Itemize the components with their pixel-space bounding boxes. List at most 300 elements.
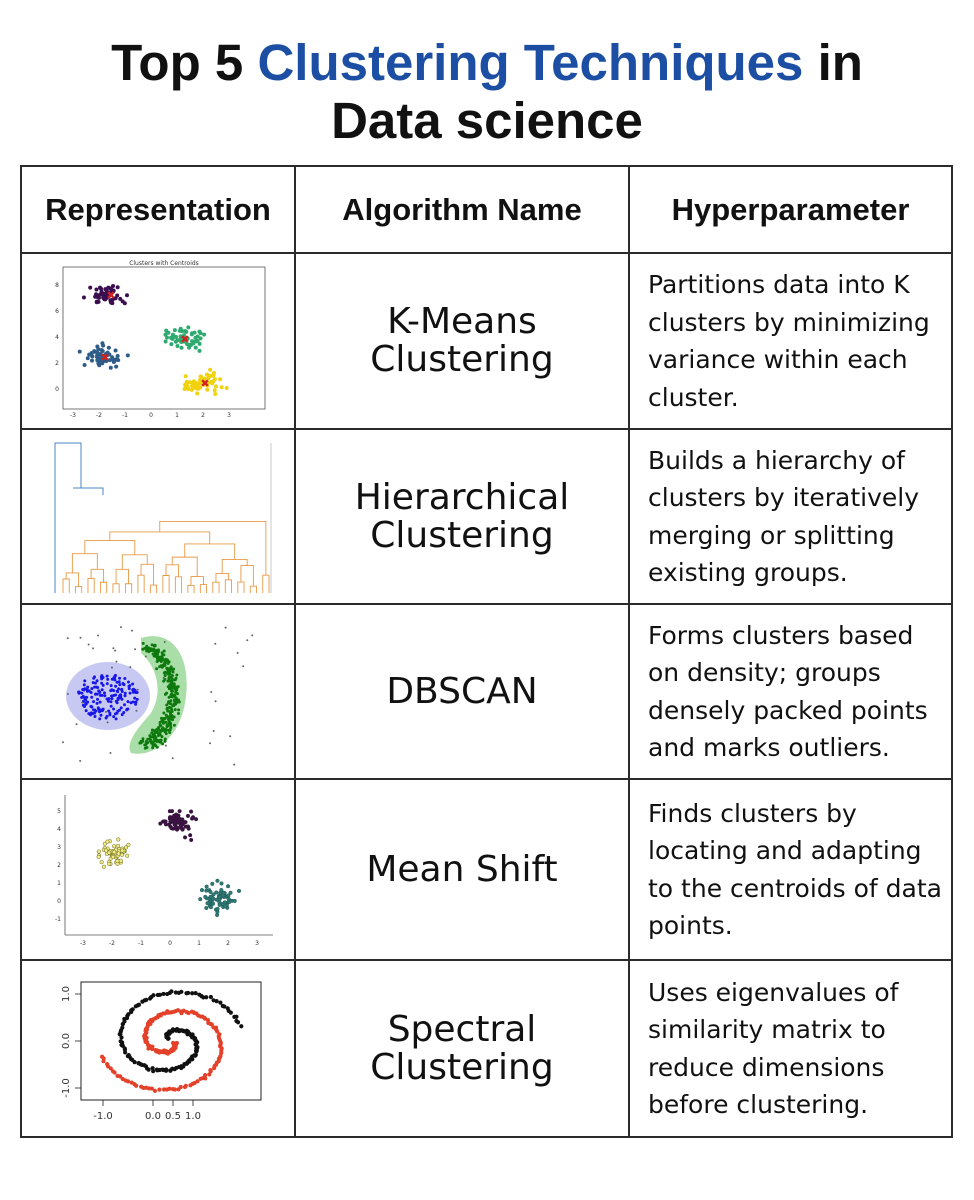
dendrogram-plot — [33, 433, 283, 601]
scatter-point — [109, 366, 113, 370]
outlier-point — [62, 741, 64, 743]
scatter-point — [149, 738, 152, 741]
outlier-point — [120, 626, 122, 628]
outlier-point — [237, 651, 239, 653]
y-tick-label: 2 — [55, 360, 59, 367]
scatter-point — [92, 700, 95, 703]
dendrogram-link — [138, 575, 144, 593]
y-tick-label: 6 — [55, 308, 59, 315]
scatter-point — [107, 699, 110, 702]
scatter-point — [116, 701, 119, 704]
scatter-point — [117, 851, 121, 855]
scatter-point — [154, 729, 157, 732]
scatter-point — [83, 679, 86, 682]
outlier-point — [97, 634, 99, 636]
scatter-point — [119, 858, 123, 862]
scatter-point — [85, 702, 88, 705]
scatter-point — [126, 353, 130, 357]
outlier-point — [233, 763, 235, 765]
scatter-point — [176, 692, 179, 695]
scatter-point — [129, 691, 132, 694]
scatter-point — [118, 683, 121, 686]
x-tick-label: -3 — [80, 939, 86, 947]
scatter-point — [116, 837, 120, 841]
table-row — [21, 429, 952, 604]
description-dbscan: Forms clusters based on density; groups densely packed points and marks outliers. — [629, 604, 952, 779]
scatter-point — [209, 890, 213, 894]
spiral-point — [207, 1072, 211, 1076]
scatter-point — [100, 860, 104, 864]
dendrogram-link — [141, 564, 153, 585]
dbscan-plot — [33, 608, 283, 776]
scatter-point — [184, 384, 188, 388]
header-row — [21, 166, 952, 253]
scatter-point — [202, 333, 206, 337]
scatter-point — [215, 913, 219, 917]
spiral-point — [157, 1087, 161, 1091]
scatter-point — [169, 695, 172, 698]
y-tick-label: -1.0 — [61, 1077, 72, 1098]
scatter-point — [156, 651, 159, 654]
scatter-point — [211, 896, 215, 900]
dendrogram-link — [125, 583, 131, 592]
spiral-point — [130, 1080, 134, 1084]
scatter-point — [116, 285, 120, 289]
scatter-point — [147, 650, 150, 653]
scatter-point — [112, 360, 116, 364]
dendrogram-link — [216, 573, 228, 582]
scatter-point — [161, 819, 165, 823]
scatter-point — [161, 742, 164, 745]
y-tick-label: 1 — [57, 879, 61, 887]
spiral-point — [139, 1084, 143, 1088]
scatter-point — [86, 689, 89, 692]
scatter-point — [220, 385, 224, 389]
dendrogram-link — [122, 554, 147, 568]
scatter-point — [83, 683, 86, 686]
scatter-point — [225, 386, 229, 390]
scatter-point — [89, 713, 92, 716]
spiral-point — [186, 990, 190, 994]
scatter-point — [150, 731, 153, 734]
x-tick-label: 3 — [227, 412, 231, 419]
scatter-point — [214, 384, 218, 388]
scatter-point — [133, 696, 136, 699]
scatter-point — [144, 746, 147, 749]
scatter-point — [131, 682, 134, 685]
spiral-point — [115, 1073, 119, 1077]
scatter-point — [112, 850, 116, 854]
scatter-point — [194, 384, 198, 388]
dendrogram-link — [241, 565, 253, 586]
scatter-point — [107, 697, 110, 700]
dendrogram-link — [88, 578, 94, 593]
spiral-point — [127, 1053, 131, 1057]
scatter-point — [165, 713, 168, 716]
scatter-point — [205, 884, 209, 888]
scatter-point — [227, 897, 231, 901]
scatter-point — [126, 700, 129, 703]
scatter-point — [151, 735, 154, 738]
scatter-point — [165, 703, 168, 706]
outlier-point — [67, 637, 69, 639]
scatter-point — [85, 709, 88, 712]
scatter-point — [161, 653, 164, 656]
page-title — [0, 34, 974, 150]
scatter-point — [171, 674, 174, 677]
spiral-point — [155, 1067, 159, 1071]
scatter-point — [168, 687, 171, 690]
scatter-point — [80, 696, 83, 699]
scatter-point — [90, 359, 94, 363]
scatter-point — [104, 848, 108, 852]
scatter-point — [214, 890, 218, 894]
scatter-point — [90, 705, 93, 708]
y-tick-label: 0 — [57, 897, 61, 905]
scatter-point — [100, 677, 103, 680]
scatter-point — [223, 904, 227, 908]
scatter-point — [121, 848, 125, 852]
scatter-point — [102, 864, 106, 868]
scatter-point — [211, 374, 215, 378]
dendrogram-link — [222, 559, 247, 573]
scatter-point — [170, 681, 173, 684]
scatter-point — [132, 687, 135, 690]
scatter-point — [171, 668, 174, 671]
outlier-point — [105, 710, 107, 712]
spiral-point — [239, 1024, 243, 1028]
dendrogram-link — [150, 585, 156, 593]
scatter-point — [118, 708, 121, 711]
scatter-point — [171, 686, 174, 689]
scatter-point — [101, 688, 104, 691]
spiral-point — [158, 992, 162, 996]
scatter-point — [142, 641, 145, 644]
scatter-point — [164, 329, 168, 333]
dendrogram-link — [200, 584, 206, 592]
table-row — [21, 779, 952, 960]
scatter-point — [111, 855, 115, 859]
scatter-point — [213, 392, 217, 396]
scatter-point — [164, 716, 167, 719]
scatter-point — [171, 718, 174, 721]
scatter-point — [127, 680, 130, 683]
scatter-point — [93, 685, 96, 688]
scatter-point — [98, 717, 101, 720]
scatter-point — [123, 676, 126, 679]
scatter-point — [159, 724, 162, 727]
dendrogram-link — [63, 578, 69, 592]
x-tick-label: -3 — [70, 412, 76, 419]
algorithm-name-spectral: Spectral Clustering — [295, 960, 629, 1137]
dendrogram-link — [213, 582, 219, 593]
scatter-point — [205, 888, 209, 892]
y-tick-label: 0 — [55, 386, 59, 393]
scatter-point — [153, 649, 156, 652]
scatter-point — [84, 697, 87, 700]
kmeans-scatter-plot — [33, 257, 283, 425]
meanshift-plot-cell — [21, 779, 295, 960]
scatter-point — [123, 703, 126, 706]
x-tick-label: 2 — [226, 939, 230, 947]
scatter-point — [161, 664, 164, 667]
scatter-point — [128, 687, 131, 690]
x-tick-label: 3 — [255, 939, 259, 947]
scatter-point — [213, 388, 217, 392]
outlier-point — [137, 688, 139, 690]
scatter-point — [125, 853, 129, 857]
y-tick-label: 3 — [57, 843, 61, 851]
table-row — [21, 604, 952, 779]
scatter-point — [158, 656, 161, 659]
scatter-point — [169, 342, 173, 346]
x-tick-label: 2 — [201, 412, 205, 419]
scatter-point — [141, 737, 144, 740]
spiral-point — [188, 1083, 192, 1087]
scatter-point — [103, 691, 106, 694]
scatter-point — [116, 859, 120, 863]
scatter-point — [177, 711, 180, 714]
description-kmeans: Partitions data into K clusters by minimizing variance within each cluster. — [629, 253, 952, 429]
spiral-point — [137, 1002, 141, 1006]
scatter-point — [97, 854, 101, 858]
scatter-point — [190, 388, 194, 392]
header-representation: Representation — [21, 166, 295, 253]
outlier-point — [210, 691, 212, 693]
outlier-point — [107, 721, 109, 723]
outlier-point — [251, 634, 253, 636]
dendrogram-link — [238, 582, 244, 593]
scatter-point — [114, 673, 117, 676]
scatter-point — [175, 676, 178, 679]
spiral-point — [212, 1065, 216, 1069]
scatter-point — [208, 368, 212, 372]
scatter-point — [177, 816, 181, 820]
scatter-point — [83, 363, 87, 367]
scatter-point — [174, 708, 177, 711]
scatter-point — [175, 673, 178, 676]
scatter-point — [181, 822, 185, 826]
scatter-point — [173, 822, 177, 826]
dbscan-plot-cell — [21, 604, 295, 779]
x-tick-label: -1 — [122, 412, 128, 419]
spectral-spiral-plot — [33, 964, 283, 1134]
scatter-point — [146, 646, 149, 649]
scatter-point — [126, 707, 129, 710]
scatter-point — [205, 373, 209, 377]
scatter-point — [161, 727, 164, 730]
scatter-point — [110, 704, 113, 707]
scatter-point — [122, 683, 125, 686]
scatter-point — [177, 708, 180, 711]
scatter-point — [80, 691, 83, 694]
outlier-point — [164, 640, 166, 642]
scatter-point — [110, 684, 113, 687]
scatter-point — [97, 296, 101, 300]
outlier-point — [172, 757, 174, 759]
outlier-point — [225, 626, 227, 628]
scatter-point — [163, 649, 166, 652]
y-tick-label: 0.0 — [61, 1032, 72, 1049]
scatter-point — [190, 339, 194, 343]
scatter-point — [134, 702, 137, 705]
outlier-point — [109, 751, 111, 753]
scatter-point — [169, 714, 172, 717]
x-tick-label: 0.5 — [165, 1110, 181, 1122]
scatter-point — [102, 683, 105, 686]
outlier-point — [213, 730, 215, 732]
scatter-point — [106, 674, 109, 677]
scatter-point — [163, 670, 166, 673]
scatter-point — [94, 709, 97, 712]
scatter-point — [106, 677, 109, 680]
scatter-point — [167, 717, 170, 720]
scatter-point — [148, 734, 151, 737]
scatter-point — [120, 687, 123, 690]
scatter-point — [97, 689, 100, 692]
scatter-point — [151, 643, 154, 646]
scatter-point — [164, 674, 167, 677]
scatter-point — [168, 669, 171, 672]
scatter-point — [83, 688, 86, 691]
scatter-point — [186, 814, 190, 818]
centroid-marker: ✖ — [100, 351, 110, 364]
scatter-point — [124, 694, 127, 697]
outlier-point — [129, 666, 131, 668]
spiral-point — [151, 993, 155, 997]
dendrogram-link — [100, 582, 106, 593]
outlier-point — [209, 742, 211, 744]
hierarchical-plot-cell — [21, 429, 295, 604]
scatter-point — [155, 739, 158, 742]
spiral-point — [162, 1087, 166, 1091]
scatter-point — [155, 667, 158, 670]
scatter-point — [173, 328, 177, 332]
clustering-table — [20, 165, 953, 1138]
scatter-point — [120, 853, 124, 857]
scatter-point — [173, 723, 176, 726]
scatter-point — [188, 380, 192, 384]
scatter-point — [199, 331, 203, 335]
scatter-point — [187, 346, 191, 350]
scatter-point — [114, 712, 117, 715]
scatter-point — [103, 694, 106, 697]
scatter-point — [115, 717, 118, 720]
scatter-point — [198, 897, 202, 901]
title-part1: Top 5 — [111, 34, 258, 91]
spiral-point — [119, 1039, 123, 1043]
scatter-point — [203, 895, 207, 899]
dendrogram-link — [66, 572, 78, 586]
dendrogram-link — [91, 569, 103, 582]
dendrogram-link — [163, 575, 169, 593]
scatter-point — [157, 733, 160, 736]
scatter-point — [193, 336, 197, 340]
outlier-point — [76, 723, 78, 725]
scatter-point — [125, 293, 129, 297]
scatter-point — [86, 685, 89, 688]
scatter-point — [95, 344, 99, 348]
scatter-point — [166, 707, 169, 710]
scatter-point — [121, 713, 124, 716]
dendrogram-link — [263, 575, 269, 593]
scatter-point — [127, 842, 131, 846]
spectral-plot-cell — [21, 960, 295, 1137]
x-tick-label: -1.0 — [93, 1110, 113, 1122]
scatter-point — [169, 723, 172, 726]
table-row — [21, 960, 952, 1137]
scatter-point — [194, 346, 198, 350]
scatter-point — [174, 812, 178, 816]
centroid-marker: ✖ — [180, 333, 190, 346]
scatter-point — [220, 881, 224, 885]
dendrogram-link — [188, 585, 194, 593]
scatter-point — [211, 901, 215, 905]
spiral-point — [193, 990, 197, 994]
outlier-point — [111, 666, 113, 668]
scatter-point — [213, 377, 217, 381]
outlier-point — [215, 700, 217, 702]
scatter-point — [92, 350, 96, 354]
spiral-point — [100, 1054, 104, 1058]
scatter-point — [118, 676, 121, 679]
scatter-point — [96, 686, 99, 689]
x-tick-label: 0 — [149, 412, 153, 419]
scatter-point — [172, 678, 175, 681]
scatter-point — [168, 660, 171, 663]
centroid-marker: ✖ — [200, 377, 210, 390]
outlier-point — [134, 648, 136, 650]
dendrogram-link — [85, 540, 135, 554]
scatter-point — [163, 660, 166, 663]
scatter-point — [172, 704, 175, 707]
scatter-point — [154, 643, 157, 646]
y-tick-label: -1 — [55, 915, 61, 923]
scatter-point — [78, 690, 81, 693]
dendrogram-link — [225, 579, 231, 592]
scatter-point — [117, 696, 120, 699]
centroid-marker: ✖ — [106, 289, 116, 302]
scatter-point — [86, 356, 90, 360]
scatter-point — [145, 740, 148, 743]
spiral-point — [209, 994, 213, 998]
scatter-point — [174, 701, 177, 704]
y-tick-label: 4 — [57, 825, 61, 833]
scatter-point — [109, 700, 112, 703]
scatter-point — [186, 325, 190, 329]
title-line2: Data science — [331, 92, 643, 149]
scatter-point — [114, 349, 118, 353]
scatter-point — [94, 288, 98, 292]
scatter-point — [170, 665, 173, 668]
dendrogram-link — [113, 583, 119, 592]
outlier-point — [214, 642, 216, 644]
scatter-point — [99, 713, 102, 716]
scatter-point — [169, 702, 172, 705]
scatter-point — [116, 844, 120, 848]
scatter-point — [171, 710, 174, 713]
scatter-point — [82, 295, 86, 299]
algorithm-name-hierarchical: Hierarchical Clustering — [295, 429, 629, 604]
scatter-point — [187, 826, 191, 830]
scatter-point — [211, 882, 215, 886]
title-accent: Clustering Techniques — [257, 34, 804, 91]
scatter-point — [101, 708, 104, 711]
scatter-point — [164, 339, 168, 343]
scatter-point — [175, 344, 179, 348]
scatter-point — [129, 701, 132, 704]
scatter-point — [154, 743, 157, 746]
